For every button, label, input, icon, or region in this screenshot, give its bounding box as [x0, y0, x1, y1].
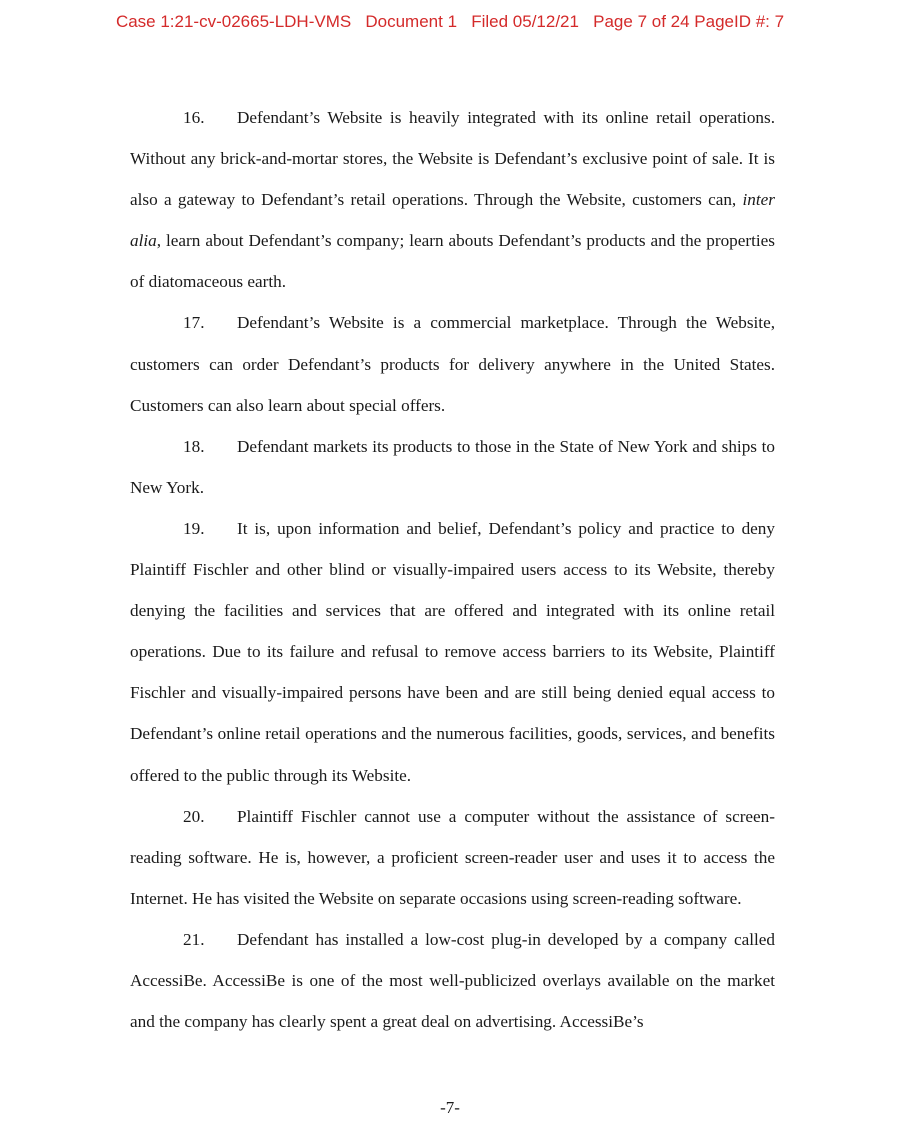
paragraph-21 — [130, 919, 775, 1042]
court-filing-header — [0, 12, 900, 32]
paragraph-number: 20. — [183, 806, 205, 826]
paragraph-text: Defendant’s Website is a commercial marketplace. Through the Website, customers can order Defendant’s products for delivery anywhere in the United States. Customers can also learn about special offers. — [130, 313, 775, 415]
document-body — [130, 97, 775, 1042]
paragraph-17 — [130, 302, 775, 425]
paragraph-text: Defendant’s Website is heavily integrated with its online retail operations. Without any brick-and-mortar stores, the Website is Defendant’s exclusive point of sale. It is also a gateway to Defendant’s retail operations. Through the Website, customers can, — [130, 108, 775, 210]
paragraph-18 — [130, 426, 775, 508]
document-number: Document 1 — [365, 12, 458, 31]
paragraph-text: Defendant has installed a low-cost plug-in developed by a company called AccessiBe. AccessiBe is one of the most well-publicized overlays available on the market and the company has clearly spent a great deal on advertising. AccessiBe’s — [130, 929, 775, 1032]
paragraph-text: Plaintiff Fischler cannot use a computer without the assistance of screen-reading software. He is, however, a proficient screen-reader user and uses it to access the Internet. He has visited the Website on separate occasions using screen-reading software. — [130, 806, 775, 908]
paragraph-italic-text: inter alia — [130, 190, 775, 251]
paragraph-number: 19. — [183, 518, 205, 538]
paragraph-text: It is, upon information and belief, Defendant’s policy and practice to deny Plaintiff Fischler and other blind or visually-impaired users access to its Website, thereby denying the facilities and services that are offered and integrated with its online retail operations. Due to its failure and refusal to remove access barriers to its Website, Plaintiff Fischler and visually-impaired persons have been and are still being denied equal access to Defendant’s online retail operations and the numerous facilities, goods, services, and benefits offered to the public through its Website. — [130, 518, 775, 785]
paragraph-number: 16. — [183, 108, 205, 127]
paragraph-20 — [130, 796, 775, 919]
case-number: Case 1:21-cv-02665-LDH-VMS — [115, 12, 352, 31]
paragraph-number: 21. — [183, 929, 205, 949]
paragraph-text: , learn about Defendant’s company; learn abouts Defendant’s products and the properties of diatomaceous earth. — [130, 231, 775, 292]
filed-date: Filed 05/12/21 — [471, 12, 579, 31]
paragraph-text: Defendant markets its products to those in the State of New York and ships to New York. — [130, 436, 775, 497]
page-info: Page 7 of 24 PageID #: 7 — [593, 12, 785, 31]
paragraph-number: 18. — [183, 436, 205, 456]
paragraph-number: 17. — [183, 313, 205, 333]
page-number-footer: -7- — [440, 1098, 460, 1117]
paragraph-19 — [130, 508, 775, 796]
paragraph-16 — [130, 97, 775, 302]
